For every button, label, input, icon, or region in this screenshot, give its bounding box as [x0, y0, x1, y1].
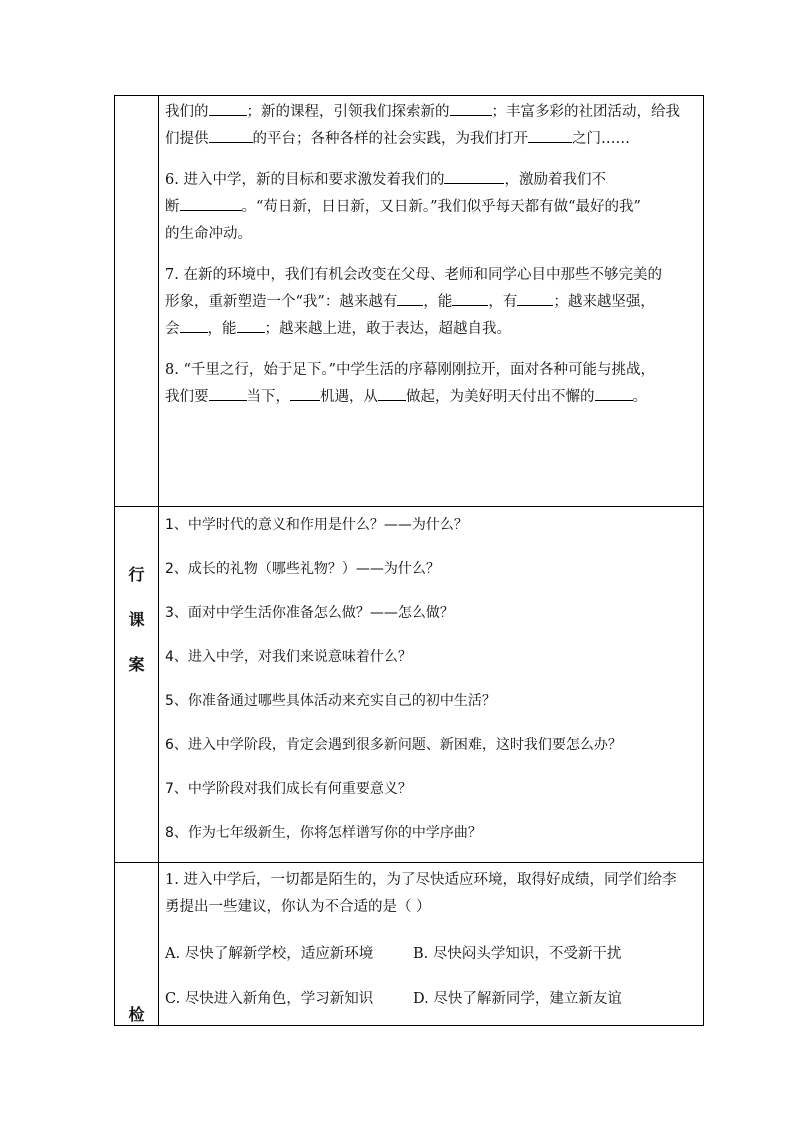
row-label-check: 检 — [128, 1005, 145, 1024]
blank[interactable] — [180, 195, 242, 211]
text: ；越来越上进，敢于表达，超越自我。 — [264, 321, 511, 337]
text: ；新的课程，引领我们探索新的 — [246, 104, 450, 120]
question-line-1: 1. 进入中学后，一切都是陌生的，为了尽快适应环境，取得好成绩，同学们给李 — [165, 872, 677, 888]
row-check — [114, 862, 704, 1026]
text: 8. “千里之行，始于足下。”中学生活的序幕刚刚拉开，面对各种可能与挑战， — [165, 362, 656, 378]
blank[interactable] — [290, 385, 320, 401]
fill-blanks-content — [165, 99, 695, 425]
text: 。 — [632, 389, 647, 405]
blank[interactable] — [180, 317, 208, 333]
text: ，能 — [207, 321, 237, 337]
text: 当下， — [246, 389, 290, 405]
text: 7. 在新的环境中，我们有机会改变在父母、老师和同学心目中那些不够完美的 — [165, 267, 662, 283]
question-3: 3、面对中学生活你准备怎么做？——怎么做？ — [165, 605, 454, 621]
text: 的生命冲动。 — [165, 226, 252, 242]
worksheet-table — [114, 95, 704, 1026]
row-fill-blanks — [114, 95, 704, 506]
blank[interactable] — [209, 127, 253, 143]
row-lesson-plan — [114, 506, 704, 862]
text: ，激励着我们不 — [504, 172, 606, 188]
text: 之门…… — [572, 131, 630, 147]
text: ，能 — [423, 294, 453, 310]
text: 我们的 — [165, 104, 209, 120]
column-divider — [158, 506, 159, 862]
paragraph-7 — [165, 262, 695, 343]
paragraph-5 — [165, 99, 695, 153]
row-label-char-1: 行 — [128, 565, 145, 584]
paragraph-6 — [165, 167, 695, 248]
blank[interactable] — [595, 385, 633, 401]
blank[interactable] — [517, 290, 553, 306]
text: 断 — [165, 199, 180, 215]
question-1: 1、中学时代的意义和作用是什么？——为什么？ — [165, 517, 468, 533]
row-label-char-2: 课 — [128, 610, 145, 629]
check-content — [165, 862, 695, 1026]
column-divider — [158, 862, 159, 1026]
blank[interactable] — [528, 127, 572, 143]
text: ；丰富多彩的社团活动，给我 — [491, 104, 680, 120]
question-6: 6、进入中学阶段，肯定会遇到很多新问题、新困难，这时我们要怎么办？ — [165, 737, 622, 753]
row-label-char-3: 案 — [128, 655, 145, 674]
blank[interactable] — [452, 290, 488, 306]
blank[interactable] — [378, 385, 406, 401]
option-a[interactable]: A. 尽快了解新学校，适应新环境 — [165, 946, 374, 962]
blank[interactable] — [209, 100, 247, 116]
text: 。“苟日新，日日新，又日新。”我们似乎每天都有做“最好的我” — [241, 199, 641, 215]
text: 我们要 — [165, 389, 209, 405]
column-divider — [158, 95, 159, 506]
text: 形象，重新塑造一个“我”：越来越有 — [165, 294, 398, 310]
text: 机遇，从 — [320, 389, 378, 405]
paragraph-8 — [165, 357, 695, 411]
question-4: 4、进入中学，对我们来说意味着什么？ — [165, 649, 412, 665]
text: 会 — [165, 321, 180, 337]
blank[interactable] — [450, 100, 492, 116]
text: ，有 — [488, 294, 518, 310]
question-7: 7、中学阶段对我们成长有何重要意义？ — [165, 781, 412, 797]
option-d[interactable]: D. 尽快了解新同学，建立新友谊 — [413, 991, 622, 1007]
question-line-2: 勇提出一些建议，你认为不合适的是（ ） — [165, 899, 431, 915]
text: ；越来越坚强， — [553, 294, 655, 310]
blank[interactable] — [209, 385, 247, 401]
blank[interactable] — [237, 317, 265, 333]
text: 的平台；各种各样的社会实践，为我们打开 — [252, 131, 528, 147]
blank[interactable] — [444, 168, 504, 184]
option-c[interactable]: C. 尽快进入新角色，学习新知识 — [165, 991, 374, 1007]
question-5: 5、你准备通过哪些具体活动来充实自己的初中生活？ — [165, 693, 496, 709]
text: 做起，为美好明天付出不懈的 — [406, 389, 595, 405]
text: 们提供 — [165, 131, 209, 147]
question-8: 8、作为七年级新生，你将怎样谱写你的中学序曲？ — [165, 825, 482, 841]
option-b[interactable]: B. 尽快闷头学知识，不受新干扰 — [413, 946, 622, 962]
text: 6. 进入中学，新的目标和要求激发着我们的 — [165, 172, 445, 188]
blank[interactable] — [397, 290, 423, 306]
question-2: 2、成长的礼物（哪些礼物？）——为什么？ — [165, 561, 440, 577]
lesson-questions — [165, 506, 695, 862]
